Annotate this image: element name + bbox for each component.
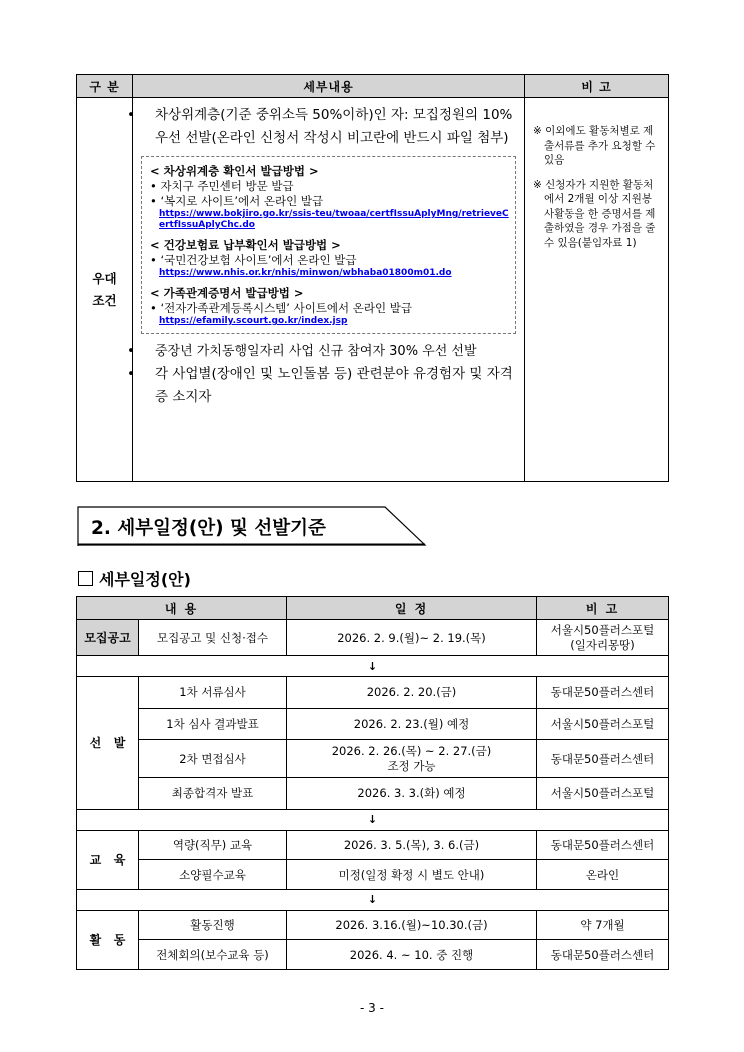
remark-volunteer-bonus: ※ 신청자가 지원한 활동처에서 2개월 이상 지원봉사활동을 한 증명서를 제출하였을 경우 가점을 줄 수 있음(붙임자료 1) [533, 178, 656, 249]
cell-item: 활동진행 [139, 910, 287, 940]
arrow-down-icon: ↓ [77, 655, 669, 676]
sub-heading [78, 567, 191, 590]
bokjiro-link[interactable]: https://www.bokjiro.go.kr/ssis-teu/twoaa/certfIssuAplyMng/retrieveCertfIssuAplyChc.do [159, 209, 509, 230]
table-row [77, 778, 669, 810]
note-line2: (일자리몽땅) [570, 637, 635, 652]
bullet-experience-text: 각 사업별(장애인 및 노인돌봄 등) 관련분야 유경험자 및 자격증 소지자 [155, 366, 513, 405]
cell-note: 약 7개월 [537, 910, 669, 940]
box-line: • 자치구 주민센터 방문 발급 [150, 179, 294, 193]
header-content: 내 용 [77, 597, 287, 620]
table-row [77, 708, 669, 740]
sub-heading-text: 세부일정(안) [99, 570, 191, 589]
details-cell [127, 98, 525, 482]
cell-date: 미정(일정 확정 시 별도 안내) [287, 860, 537, 890]
cell-date: 2026. 4. ~ 10. 중 진행 [287, 940, 537, 970]
cell-note: 온라인 [537, 860, 669, 890]
cell-date: 2026. 3. 3.(화) 예정 [287, 778, 537, 810]
cell-note: 동대문50플러스센터 [537, 940, 669, 970]
cell-item: 모집공고 및 신청·접수 [139, 620, 287, 656]
box-title-low-income-cert: < 차상위계층 확인서 발급방법 > [150, 164, 319, 178]
cell-note: 서울시50플러스포털 [537, 778, 669, 810]
nhis-link[interactable]: https://www.nhis.or.kr/nhis/minwon/wbhaba01800m01.do [159, 268, 452, 278]
table-row [77, 677, 669, 709]
table-row [77, 910, 669, 940]
header-remarks: 비 고 [525, 75, 669, 98]
preference-conditions-table [76, 74, 669, 482]
cell-note [537, 620, 669, 656]
cell-note: 동대문50플러스센터 [537, 677, 669, 709]
box-title-health-insurance: < 건강보험료 납부확인서 발급방법 > [150, 238, 341, 252]
category-selection: 선 발 [77, 677, 139, 810]
efamily-link[interactable]: https://efamily.scourt.go.kr/index.jsp [159, 316, 348, 326]
header-details: 세부내용 [133, 75, 525, 98]
row-label-preference [77, 98, 133, 482]
remarks-cell [525, 98, 669, 482]
date-line1: 2026. 2. 26.(목) ~ 2. 27.(금) [331, 743, 492, 758]
box-line: • ‘국민건강보험 사이트’에서 온라인 발급 [150, 253, 357, 267]
box-line: • ‘복지로 사이트’에서 온라인 발급 [150, 194, 324, 208]
schedule-table [76, 596, 669, 970]
cell-item: 역량(직무) 교육 [139, 830, 287, 860]
note-line1: 서울시50플러스포털 [550, 622, 655, 637]
cell-item: 2차 면접심사 [139, 740, 287, 778]
bullet-middle-aged [127, 340, 516, 363]
checkbox-square-icon [78, 571, 93, 586]
row-label-line2: 조건 [92, 292, 117, 308]
cell-item: 최종합격자 발표 [139, 778, 287, 810]
bullet-icon: • [127, 366, 135, 382]
section-heading-text: 2. 세부일정(안) 및 선발기준 [91, 518, 326, 539]
page-number: - 3 - [360, 1001, 384, 1015]
cell-note: 동대문50플러스센터 [537, 830, 669, 860]
cell-date: 2026. 2. 23.(월) 예정 [287, 708, 537, 740]
bullet-low-income [127, 104, 516, 150]
box-title-family-cert: < 가족관계증명서 발급방법 > [150, 286, 304, 300]
bullet-experience [127, 363, 516, 409]
category-activity: 활 동 [77, 910, 139, 969]
section-heading [77, 506, 427, 546]
table-row [77, 740, 669, 778]
cell-date: 2026. 2. 20.(금) [287, 677, 537, 709]
bullet-icon: • [127, 343, 135, 359]
cell-date: 2026. 3.16.(월)~10.30.(금) [287, 910, 537, 940]
cell-date: 2026. 2. 9.(월)~ 2. 19.(목) [287, 620, 537, 656]
table-row [77, 860, 669, 890]
document-issue-box [141, 156, 516, 334]
row-label-line1: 우대 [92, 270, 117, 286]
cell-item: 1차 심사 결과발표 [139, 708, 287, 740]
header-remarks: 비 고 [537, 597, 669, 620]
date-line2: 조정 가능 [387, 758, 436, 773]
cell-item: 전체회의(보수교육 등) [139, 940, 287, 970]
cell-note: 서울시50플러스포털 [537, 708, 669, 740]
header-category: 구 분 [77, 75, 133, 98]
bullet-middle-aged-text: 중장년 가치동행일자리 사업 신규 참여자 30% 우선 선발 [155, 344, 477, 359]
bullet-low-income-text: 차상위계층(기준 중위소득 50%이하)인 자: 모집정원의 10% 우선 선발(온라인 신청서 작성시 비고란에 반드시 파일 첨부) [155, 107, 513, 146]
bullet-icon: • [127, 107, 135, 123]
category-recruit: 모집공고 [77, 620, 139, 656]
cell-item: 1차 서류심사 [139, 677, 287, 709]
box-line: • ‘전자가족관계등록시스템’ 사이트에서 온라인 발급 [150, 301, 413, 315]
table-row [77, 940, 669, 970]
table-row [77, 830, 669, 860]
arrow-down-icon: ↓ [77, 889, 669, 910]
cell-note: 동대문50플러스센터 [537, 740, 669, 778]
cell-date [287, 740, 537, 778]
cell-item: 소양필수교육 [139, 860, 287, 890]
category-education: 교 육 [77, 830, 139, 889]
arrow-down-icon: ↓ [77, 809, 669, 830]
cell-date: 2026. 3. 5.(목), 3. 6.(금) [287, 830, 537, 860]
header-schedule: 일 정 [287, 597, 537, 620]
remark-extra-docs: ※ 이외에도 활동처별로 제출서류를 추가 요청할 수 있음 [533, 125, 656, 166]
table-row [77, 620, 669, 656]
